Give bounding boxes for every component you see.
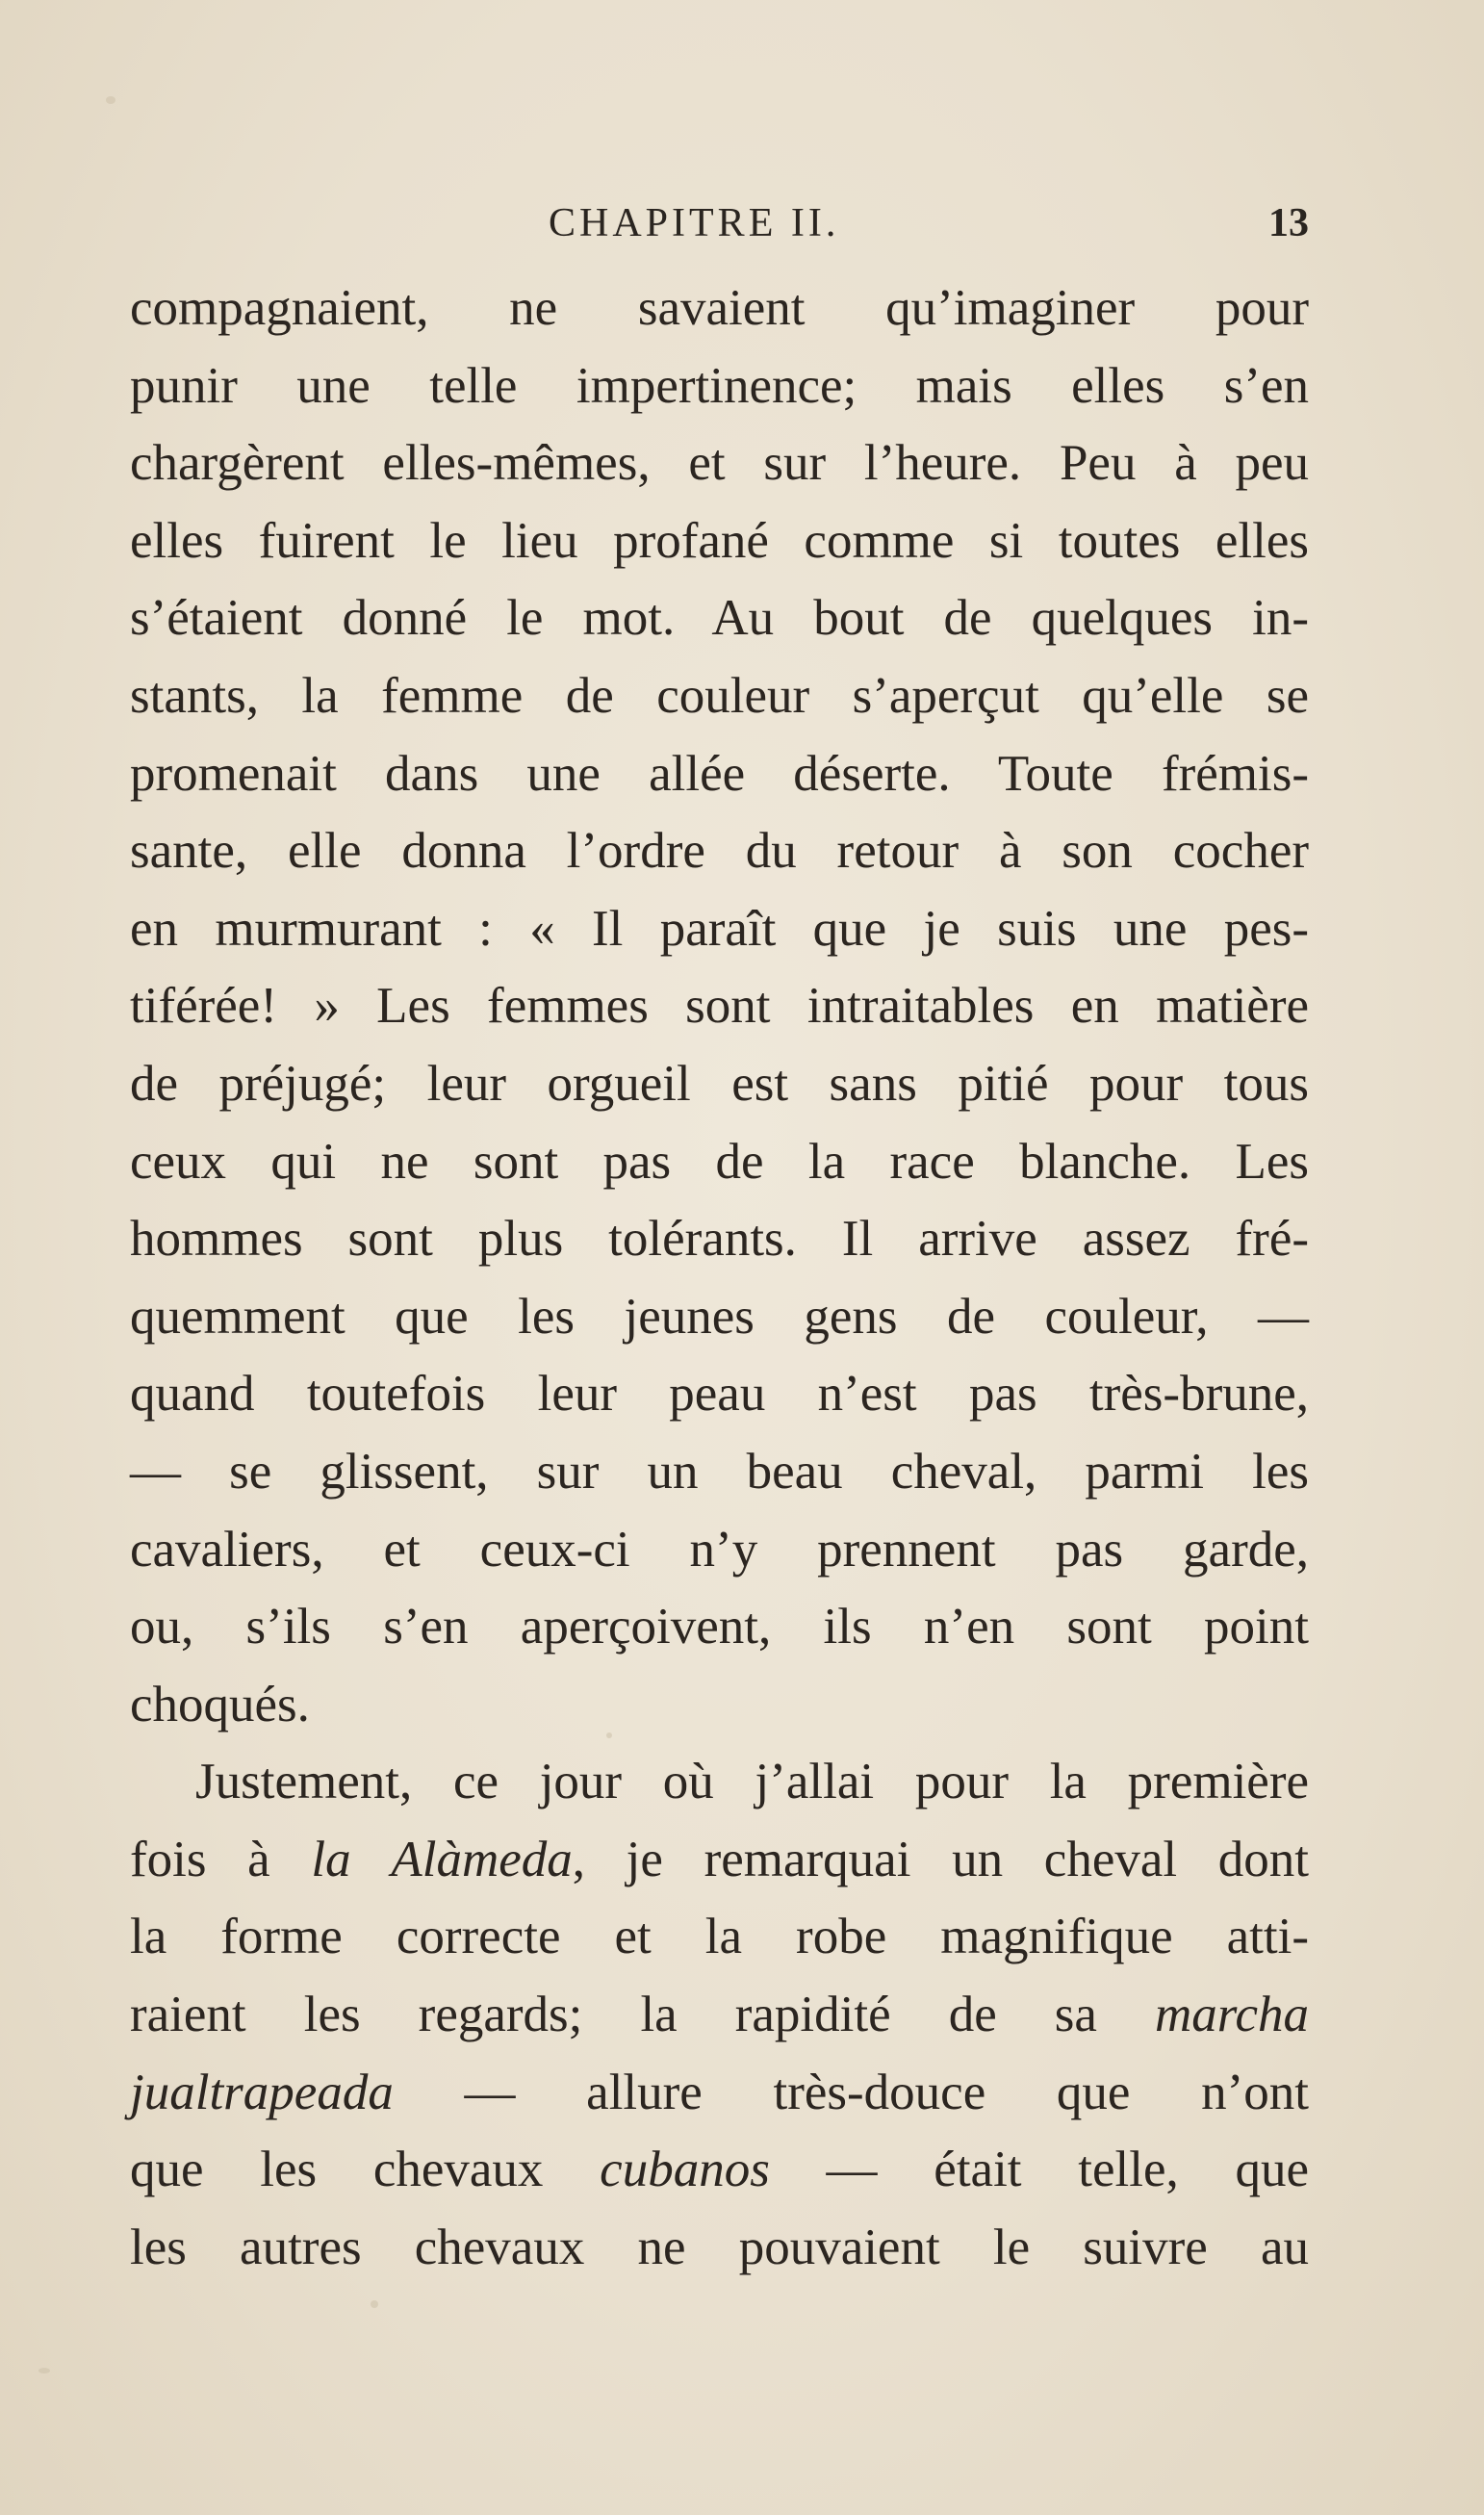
text-segment: raient les regards; la rapidité de sa [130,1987,1156,2043]
paragraph-start-line: Justement, ce jour où j’allai pour la première [195,1754,1309,1810]
text-line: compagnaient, ne savaient qu’imaginer pour [130,280,1309,336]
italic-term: la Alàmeda [311,1831,573,1887]
text-line: s’étaient donné le mot. Au bout de quelques in- [130,590,1309,647]
text-segment: — était telle, que [769,2142,1309,2198]
paper-spot [106,96,115,104]
text-line: sante, elle donna l’ordre du retour à son cocher [130,823,1309,880]
running-head: CHAPITRE II. [549,201,840,245]
text-line: la forme correcte et la robe magnifique atti- [130,1909,1309,1965]
text-line: ou, s’ils s’en aperçoivent, ils n’en sont point [130,1599,1309,1655]
text-line: chargèrent elles-mêmes, et sur l’heure. Peu à peu [130,435,1309,492]
italic-term: marcha [1155,1987,1309,2043]
text-line: promenait dans une allée déserte. Toute frémis- [130,745,1309,802]
text-line [130,1976,1309,2054]
text-line: cavaliers, et ceux-ci n’y prennent pas garde, [130,1521,1309,1578]
text-line [130,2131,1309,2209]
text-line: quand toutefois leur peau n’est pas très-brune, [130,1366,1309,1423]
text-line: elles fuirent le lieu profané comme si toutes elles [130,512,1309,569]
text-line: — se glissent, sur un beau cheval, parmi les [130,1443,1309,1500]
text-line: de préjugé; leur orgueil est sans pitié pour tous [130,1055,1309,1112]
text-segment: que les chevaux [130,2142,601,2198]
italic-term: cubanos [600,2142,770,2198]
page-number: 13 [1268,201,1309,245]
text-line: hommes sont plus tolérants. Il arrive assez fré- [130,1211,1309,1268]
text-segment: — allure très-douce que n’ont [393,2064,1309,2120]
text-line: en murmurant : « Il paraît que je suis une pes- [130,900,1309,957]
text-line: ceux qui ne sont pas de la race blanche. Les [130,1133,1309,1190]
text-line: punir une telle impertinence; mais elles s’en [130,357,1309,414]
body-text [130,269,1309,2286]
paper-spot [371,2300,378,2308]
italic-term: jualtrapeada [130,2064,394,2120]
text-line [130,1821,1309,1899]
text-line: stants, la femme de couleur s’aperçut qu’elle se [130,667,1309,724]
text-line: choqués. [130,1676,310,1732]
text-line [130,2054,1309,2132]
text-line: tiférée! » Les femmes sont intraitables en matière [130,978,1309,1035]
text-segment: fois à [130,1831,312,1887]
text-segment: , je remarquai un cheval dont [572,1831,1309,1887]
page-header [130,192,1309,260]
text-line: les autres chevaux ne pouvaient le suivre au [130,2219,1309,2275]
paper-spot [38,2368,50,2374]
text-line: quemment que les jeunes gens de couleur, — [130,1288,1309,1345]
